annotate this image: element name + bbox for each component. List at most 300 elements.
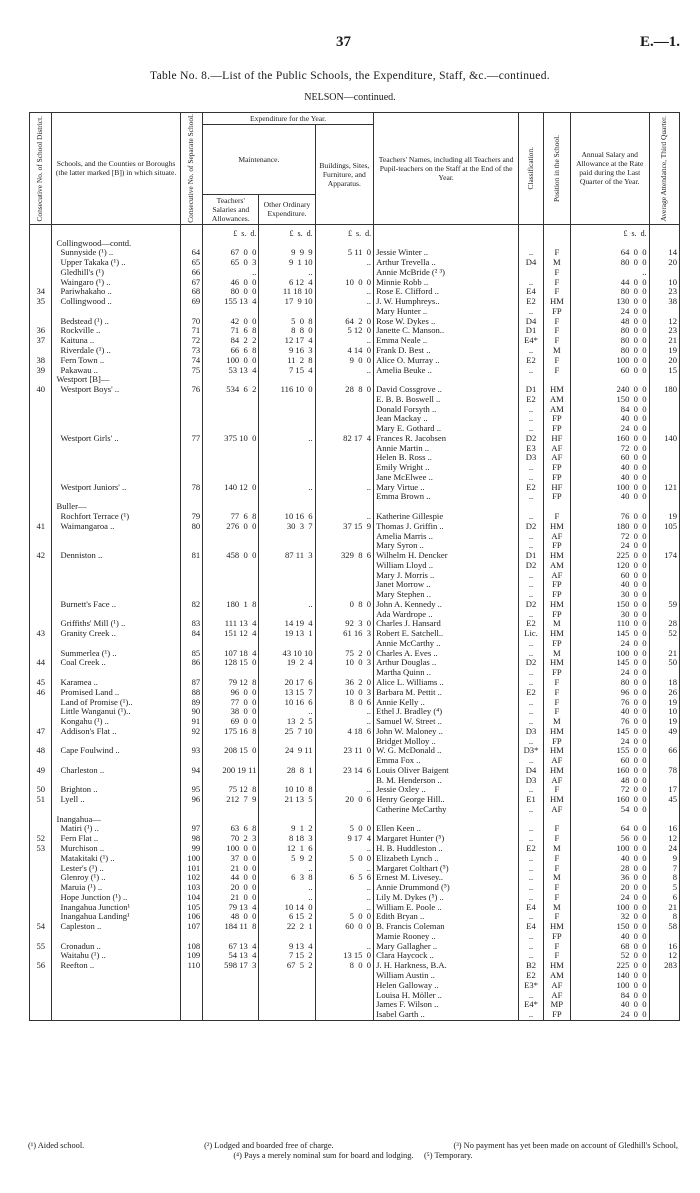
position: F <box>543 287 570 297</box>
attendance: 14 <box>649 248 679 258</box>
attendance <box>649 805 679 815</box>
salary: 40 0 0 <box>570 580 649 590</box>
position: HM <box>543 727 570 737</box>
salary <box>570 375 649 385</box>
school-no <box>180 395 202 405</box>
table-row <box>30 951 680 961</box>
buildings <box>315 532 373 542</box>
footnote-3: (³) No payment has yet been made on account of Gledhill's School, <box>453 1141 678 1150</box>
school-name: Upper Takaka (¹) .. <box>52 258 180 268</box>
attendance: 21 <box>649 903 679 913</box>
district-no <box>30 1000 52 1010</box>
teacher-name: Barbara M. Pettit .. <box>374 688 519 698</box>
other-expenditure: 24 9 11 <box>259 746 315 756</box>
salary: 120 0 0 <box>570 561 649 571</box>
school-name: Cronadun .. <box>52 942 180 952</box>
other-expenditure: 28 8 1 <box>259 766 315 776</box>
other-expenditure: 10 14 0 <box>259 903 315 913</box>
classification: .. <box>519 737 544 747</box>
table-row <box>30 795 680 805</box>
teachers-salaries: 276 0 0 <box>203 522 259 532</box>
other-expenditure <box>259 239 315 249</box>
position: F <box>543 893 570 903</box>
classification: .. <box>519 785 544 795</box>
buildings <box>315 991 373 1001</box>
salary: 64 0 0 <box>570 248 649 258</box>
school-name <box>52 776 180 786</box>
school-name: Matakitaki (¹) .. <box>52 854 180 864</box>
teacher-name: Jessie Winter .. <box>374 248 519 258</box>
classification <box>519 268 544 278</box>
position: AM <box>543 405 570 415</box>
position: HM <box>543 522 570 532</box>
teachers-salaries <box>203 610 259 620</box>
classification: .. <box>519 639 544 649</box>
buildings <box>315 463 373 473</box>
school-name <box>52 405 180 415</box>
other-expenditure: 116 10 0 <box>259 385 315 395</box>
table-row <box>30 932 680 942</box>
teacher-name: H. B. Huddleston .. <box>374 844 519 854</box>
position: FP <box>543 932 570 942</box>
attendance <box>649 932 679 942</box>
position: F <box>543 317 570 327</box>
table-row <box>30 434 680 444</box>
school-name: Brighton .. <box>52 785 180 795</box>
district-no: 35 <box>30 297 52 307</box>
school-no: 73 <box>180 346 202 356</box>
buildings: .. <box>315 512 373 522</box>
attendance <box>649 991 679 1001</box>
attendance <box>649 502 679 512</box>
salary: 40 0 0 <box>570 932 649 942</box>
buildings <box>315 776 373 786</box>
table-row <box>30 746 680 756</box>
attendance: 10 <box>649 278 679 288</box>
attendance: 19 <box>649 698 679 708</box>
attendance: 20 <box>649 258 679 268</box>
buildings: 10 0 3 <box>315 688 373 698</box>
school-no: 108 <box>180 942 202 952</box>
teacher-name <box>374 815 519 825</box>
teacher-name: Charles A. Eves .. <box>374 649 519 659</box>
attendance: 16 <box>649 824 679 834</box>
attendance: 45 <box>649 795 679 805</box>
teachers-salaries <box>203 815 259 825</box>
table-subtitle: NELSON—continued. <box>304 92 396 103</box>
table-row <box>30 737 680 747</box>
school-name: Promised Land .. <box>52 688 180 698</box>
table-row <box>30 356 680 366</box>
attendance: 16 <box>649 942 679 952</box>
buildings: 23 14 6 <box>315 766 373 776</box>
salary: 60 0 0 <box>570 756 649 766</box>
school-no: 100 <box>180 854 202 864</box>
school-name: Reefton .. <box>52 961 180 971</box>
buildings <box>315 668 373 678</box>
classification: D2 <box>519 561 544 571</box>
classification <box>519 239 544 249</box>
teacher-name: Janet Morrow .. <box>374 580 519 590</box>
footnote-1: (¹) Aided school. <box>28 1141 85 1150</box>
buildings: .. <box>315 297 373 307</box>
buildings: .. <box>315 336 373 346</box>
school-no <box>180 668 202 678</box>
attendance <box>649 414 679 424</box>
school-no: 110 <box>180 961 202 971</box>
district-no <box>30 1010 52 1020</box>
table-row <box>30 854 680 864</box>
district-no <box>30 541 52 551</box>
attendance: 8 <box>649 912 679 922</box>
teacher-name: Clara Haycock .. <box>374 951 519 961</box>
position: F <box>543 356 570 366</box>
other-expenditure: 6 15 2 <box>259 912 315 922</box>
classification: D1 <box>519 385 544 395</box>
table-row <box>30 903 680 913</box>
salary: 48 0 0 <box>570 317 649 327</box>
teachers-salaries: 37 0 0 <box>203 854 259 864</box>
header-classification: Classification. <box>525 147 535 190</box>
position <box>543 239 570 249</box>
district-no <box>30 580 52 590</box>
school-name: Maruia (¹) .. <box>52 883 180 893</box>
teacher-name: David Cossgrove .. <box>374 385 519 395</box>
table-row <box>30 942 680 952</box>
teachers-salaries <box>203 561 259 571</box>
attendance <box>649 737 679 747</box>
district-no <box>30 610 52 620</box>
position: FP <box>543 590 570 600</box>
district-no <box>30 453 52 463</box>
teachers-salaries: 598 17 3 <box>203 961 259 971</box>
classification: D1 <box>519 326 544 336</box>
table-row <box>30 551 680 561</box>
position: F <box>543 336 570 346</box>
salary: 160 0 0 <box>570 766 649 776</box>
table-row <box>30 307 680 317</box>
school-name <box>52 610 180 620</box>
position: FP <box>543 639 570 649</box>
buildings: 8 0 6 <box>315 698 373 708</box>
position: HM <box>543 658 570 668</box>
attendance <box>649 424 679 434</box>
school-no: 91 <box>180 717 202 727</box>
school-name: Fern Town .. <box>52 356 180 366</box>
footnotes <box>28 1141 678 1161</box>
salary: 24 0 0 <box>570 1010 649 1020</box>
district-no <box>30 893 52 903</box>
other-expenditure <box>259 776 315 786</box>
classification: .. <box>519 805 544 815</box>
position: AF <box>543 756 570 766</box>
position: AM <box>543 395 570 405</box>
other-expenditure: 22 2 1 <box>259 922 315 932</box>
attendance <box>649 268 679 278</box>
position: AF <box>543 532 570 542</box>
salary: 100 0 0 <box>570 483 649 493</box>
district-no <box>30 864 52 874</box>
table-row <box>30 707 680 717</box>
buildings <box>315 580 373 590</box>
buildings: .. <box>315 287 373 297</box>
school-no: 84 <box>180 629 202 639</box>
teachers-salaries: 100 0 0 <box>203 844 259 854</box>
district-no <box>30 805 52 815</box>
position: FP <box>543 580 570 590</box>
other-expenditure: 9 9 9 <box>259 248 315 258</box>
buildings: 9 17 4 <box>315 834 373 844</box>
salary: 24 0 0 <box>570 668 649 678</box>
buildings: 28 8 0 <box>315 385 373 395</box>
classification: .. <box>519 590 544 600</box>
district-no <box>30 971 52 981</box>
school-name: Waitahu (¹) .. <box>52 951 180 961</box>
school-no <box>180 971 202 981</box>
salary: 150 0 0 <box>570 600 649 610</box>
attendance <box>649 307 679 317</box>
position: HM <box>543 297 570 307</box>
classification: D1 <box>519 551 544 561</box>
school-no <box>180 639 202 649</box>
table-row <box>30 688 680 698</box>
buildings: 329 8 6 <box>315 551 373 561</box>
teachers-salaries: 66 6 8 <box>203 346 259 356</box>
salary: 80 0 0 <box>570 678 649 688</box>
attendance: 140 <box>649 434 679 444</box>
other-expenditure: 12 17 4 <box>259 336 315 346</box>
table-row <box>30 805 680 815</box>
buildings: 5 0 0 <box>315 824 373 834</box>
other-expenditure: .. <box>259 268 315 278</box>
school-name <box>52 668 180 678</box>
teacher-name: Arthur Douglas .. <box>374 658 519 668</box>
classification: .. <box>519 942 544 952</box>
teacher-name: Janette C. Manson.. <box>374 326 519 336</box>
school-name: Little Wanganui (¹).. <box>52 707 180 717</box>
buildings <box>315 502 373 512</box>
teacher-name: John A. Kennedy .. <box>374 600 519 610</box>
buildings: .. <box>315 864 373 874</box>
table-row <box>30 629 680 639</box>
classification: .. <box>519 1010 544 1020</box>
buildings <box>315 395 373 405</box>
school-no: 74 <box>180 356 202 366</box>
position: F <box>543 366 570 376</box>
teacher-name: Charles J. Hansard <box>374 619 519 629</box>
district-no: 54 <box>30 922 52 932</box>
attendance <box>649 239 679 249</box>
teacher-name: Mary Hunter .. <box>374 307 519 317</box>
position: HF <box>543 434 570 444</box>
teacher-name: Mary Gallagher .. <box>374 942 519 952</box>
other-expenditure <box>259 1000 315 1010</box>
district-no <box>30 668 52 678</box>
school-no: 94 <box>180 766 202 776</box>
district-no: 45 <box>30 678 52 688</box>
district-no: 43 <box>30 629 52 639</box>
other-expenditure: 13 2 5 <box>259 717 315 727</box>
teachers-salaries: 175 16 8 <box>203 727 259 737</box>
school-no: 106 <box>180 912 202 922</box>
buildings: 4 18 6 <box>315 727 373 737</box>
school-name: Murchison .. <box>52 844 180 854</box>
position: F <box>543 785 570 795</box>
units-row <box>30 229 680 239</box>
table-row <box>30 824 680 834</box>
position <box>543 502 570 512</box>
classification: .. <box>519 414 544 424</box>
classification: D3 <box>519 727 544 737</box>
table-row <box>30 678 680 688</box>
table-row <box>30 1000 680 1010</box>
teachers-salaries <box>203 444 259 454</box>
other-expenditure <box>259 561 315 571</box>
salary: 100 0 0 <box>570 649 649 659</box>
salary: 84 0 0 <box>570 991 649 1001</box>
teachers-salaries: 79 12 8 <box>203 678 259 688</box>
salary: 76 0 0 <box>570 698 649 708</box>
school-no: 79 <box>180 512 202 522</box>
table-row <box>30 776 680 786</box>
teachers-salaries <box>203 1000 259 1010</box>
school-no: 68 <box>180 287 202 297</box>
classification: E2 <box>519 395 544 405</box>
school-name <box>52 756 180 766</box>
buildings: 92 3 0 <box>315 619 373 629</box>
teachers-salaries <box>203 590 259 600</box>
district-no <box>30 492 52 502</box>
school-no: 66 <box>180 268 202 278</box>
buildings: 4 14 0 <box>315 346 373 356</box>
salary: 150 0 0 <box>570 922 649 932</box>
classification: .. <box>519 463 544 473</box>
district-no <box>30 239 52 249</box>
school-no: 80 <box>180 522 202 532</box>
footnote-5: (⁵) Temporary. <box>424 1151 473 1160</box>
classification: .. <box>519 854 544 864</box>
buildings <box>315 590 373 600</box>
position: HM <box>543 551 570 561</box>
attendance <box>649 756 679 766</box>
attendance <box>649 610 679 620</box>
other-expenditure <box>259 639 315 649</box>
other-expenditure <box>259 375 315 385</box>
salary: 24 0 0 <box>570 737 649 747</box>
classification: E2 <box>519 356 544 366</box>
position: HM <box>543 961 570 971</box>
classification: .. <box>519 405 544 415</box>
other-expenditure <box>259 668 315 678</box>
other-expenditure <box>259 541 315 551</box>
school-no: 95 <box>180 785 202 795</box>
header-attendance: Average Attendance, Third Quarter. <box>659 115 669 222</box>
school-no <box>180 580 202 590</box>
teachers-salaries: 67 13 4 <box>203 942 259 952</box>
table-row <box>30 658 680 668</box>
classification: .. <box>519 717 544 727</box>
teacher-name: Annie McBride (² ³) <box>374 268 519 278</box>
district-no: 53 <box>30 844 52 854</box>
teachers-salaries: 69 0 0 <box>203 717 259 727</box>
school-name: Inangahua— <box>52 815 180 825</box>
attendance <box>649 971 679 981</box>
salary: 160 0 0 <box>570 795 649 805</box>
classification: D2 <box>519 658 544 668</box>
header-position: Position in the School. <box>551 134 561 202</box>
teacher-name: Jane McElwee .. <box>374 473 519 483</box>
school-no <box>180 610 202 620</box>
position: F <box>543 326 570 336</box>
salary: 80 0 0 <box>570 346 649 356</box>
teacher-name: Emma Neale .. <box>374 336 519 346</box>
school-name: Capleston .. <box>52 922 180 932</box>
buildings <box>315 492 373 502</box>
unit-shillings: s. <box>355 228 362 238</box>
position: AM <box>543 561 570 571</box>
position: AF <box>543 776 570 786</box>
school-name <box>52 1000 180 1010</box>
buildings: 5 11 0 <box>315 248 373 258</box>
table-row <box>30 961 680 971</box>
buildings <box>315 639 373 649</box>
other-expenditure: .. <box>259 883 315 893</box>
teacher-name: Annie Drummond (⁵) <box>374 883 519 893</box>
teachers-salaries <box>203 991 259 1001</box>
buildings <box>315 307 373 317</box>
table-row <box>30 453 680 463</box>
teacher-name: Annie McCarthy .. <box>374 639 519 649</box>
teacher-name: Rose E. Clifford .. <box>374 287 519 297</box>
teachers-salaries: 180 1 8 <box>203 600 259 610</box>
salary: 24 0 0 <box>570 424 649 434</box>
classification: Lic. <box>519 629 544 639</box>
attendance: 5 <box>649 883 679 893</box>
other-expenditure: 14 19 4 <box>259 619 315 629</box>
other-expenditure: 9 1 2 <box>259 824 315 834</box>
buildings <box>315 239 373 249</box>
unit-pence: d. <box>365 228 372 238</box>
other-expenditure <box>259 932 315 942</box>
school-no <box>180 571 202 581</box>
other-expenditure <box>259 737 315 747</box>
teacher-name: Lily M. Dykes (⁵) .. <box>374 893 519 903</box>
position: M <box>543 346 570 356</box>
school-name <box>52 1010 180 1020</box>
table-row <box>30 287 680 297</box>
salary: 40 0 0 <box>570 492 649 502</box>
table-row <box>30 502 680 512</box>
attendance: 12 <box>649 834 679 844</box>
school-name <box>52 414 180 424</box>
table-row <box>30 326 680 336</box>
district-no <box>30 698 52 708</box>
school-no <box>180 981 202 991</box>
salary: 20 0 0 <box>570 883 649 893</box>
school-no <box>180 932 202 942</box>
buildings: 6 5 6 <box>315 873 373 883</box>
unit-shillings: s. <box>241 228 247 238</box>
classification: D3 <box>519 776 544 786</box>
other-expenditure <box>259 473 315 483</box>
table-row <box>30 1010 680 1020</box>
district-no <box>30 951 52 961</box>
table-row <box>30 815 680 825</box>
salary: 72 0 0 <box>570 785 649 795</box>
attendance: 7 <box>649 864 679 874</box>
attendance <box>649 405 679 415</box>
teacher-name: Henry George Hill.. <box>374 795 519 805</box>
